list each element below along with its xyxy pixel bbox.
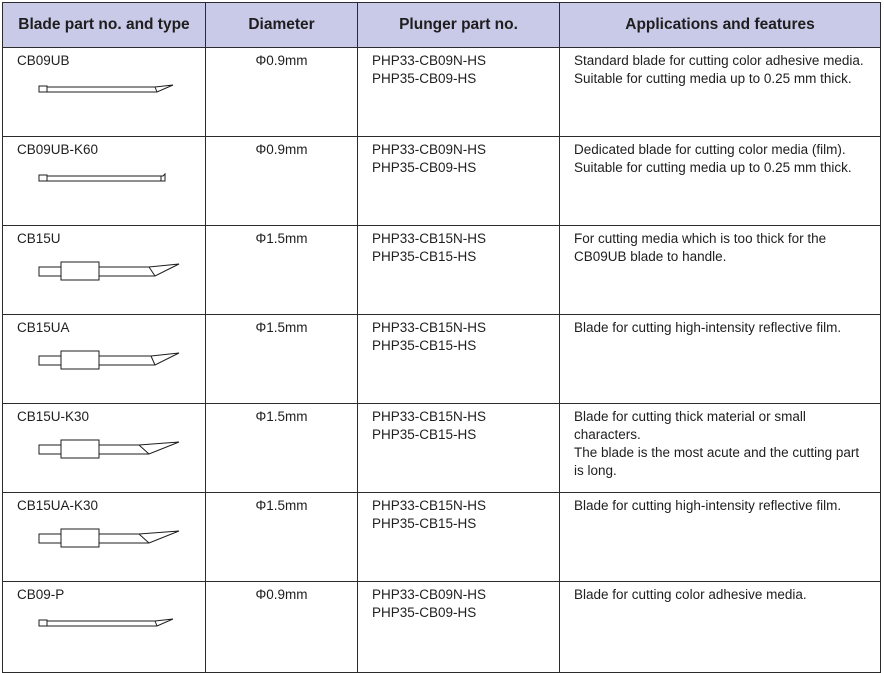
header-diameter: Diameter [206,3,358,48]
plunger-cell [358,582,560,673]
header-plunger: Plunger part no. [358,3,560,48]
header-blade: Blade part no. and type [3,3,206,48]
table-row [3,226,881,315]
table-row [3,493,881,582]
table-row [3,48,881,137]
header-applications: Applications and features [560,3,881,48]
diameter-cell: Φ1.5mm [206,404,358,493]
blade-part-no: CB15U [17,231,61,246]
diameter-cell: Φ1.5mm [206,315,358,404]
plunger-part-no: PHP33-CB09N-HS [372,53,487,68]
header-row [3,3,881,48]
description-cell: Dedicated blade for cutting color media (film). Suitable for cutting media up to 0.25 mm thick. [560,137,881,226]
table-row [3,315,881,404]
description-cell: For cutting media which is too thick for the CB09UB blade to handle. [560,226,881,315]
plunger-part-no: PHP35-CB09-HS [372,605,477,620]
thin-blade-flat-tip-icon [37,171,177,185]
thick-blade-long-tip-icon [37,527,187,549]
diameter-cell: Φ1.5mm [206,493,358,582]
thick-blade-long-tip-icon [37,438,187,460]
plunger-part-no: PHP33-CB15N-HS [372,320,487,335]
blade-part-no: CB09UB [17,53,70,68]
plunger-part-no: PHP33-CB15N-HS [372,498,487,513]
diameter-cell: Φ0.9mm [206,137,358,226]
blade-cell [3,137,206,226]
plunger-part-no: PHP33-CB15N-HS [372,231,487,246]
description-line: Blade for cutting thick material or small characters. [574,409,806,442]
blade-part-no: CB15U-K30 [17,409,90,424]
plunger-part-no: PHP35-CB09-HS [372,160,477,175]
blade-cell [3,315,206,404]
description-line: The blade is the most acute and the cutting part is long. [574,445,860,478]
description-cell: Standard blade for cutting color adhesive media. Suitable for cutting media up to 0.25 mm thick. [560,48,881,137]
blade-cell [3,404,206,493]
blade-part-no: CB09-P [17,587,65,602]
plunger-part-no: PHP33-CB09N-HS [372,587,487,602]
plunger-cell [358,226,560,315]
plunger-part-no: PHP35-CB15-HS [372,249,477,264]
table-row [3,582,881,673]
thin-blade-icon [37,616,177,630]
description-cell: Blade for cutting high-intensity reflective film. [560,315,881,404]
blade-cell [3,493,206,582]
blade-part-no: CB09UB-K60 [17,142,99,157]
plunger-cell [358,404,560,493]
diameter-cell: Φ0.9mm [206,48,358,137]
plunger-part-no: PHP35-CB15-HS [372,516,477,531]
blade-cell [3,582,206,673]
plunger-part-no: PHP33-CB09N-HS [372,142,487,157]
description-cell [560,404,881,493]
thin-blade-icon [37,82,177,96]
plunger-cell [358,137,560,226]
blade-part-no: CB15UA [17,320,70,335]
thick-blade-icon [37,260,187,282]
plunger-cell [358,493,560,582]
description-cell: Blade for cutting high-intensity reflective film. [560,493,881,582]
blade-part-no: CB15UA-K30 [17,498,99,513]
plunger-cell [358,48,560,137]
plunger-cell [358,315,560,404]
plunger-part-no: PHP35-CB15-HS [372,338,477,353]
plunger-part-no: PHP35-CB15-HS [372,427,477,442]
diameter-cell: Φ1.5mm [206,226,358,315]
blade-spec-table [2,2,881,673]
blade-cell [3,48,206,137]
table-row [3,404,881,493]
table-row [3,137,881,226]
blade-cell [3,226,206,315]
plunger-part-no: PHP35-CB09-HS [372,71,477,86]
description-cell: Blade for cutting color adhesive media. [560,582,881,673]
diameter-cell: Φ0.9mm [206,582,358,673]
plunger-part-no: PHP33-CB15N-HS [372,409,487,424]
thick-blade-icon [37,349,187,371]
